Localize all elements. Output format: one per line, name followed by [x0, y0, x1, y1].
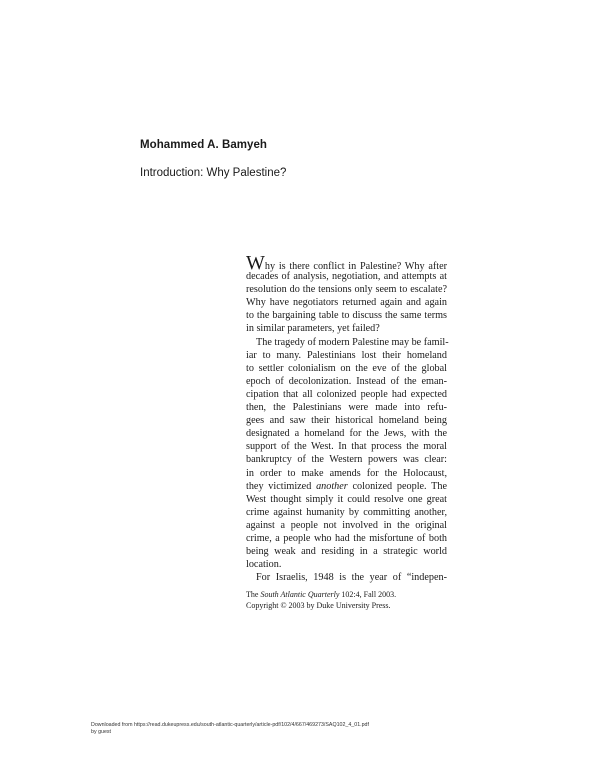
- body-line: The tragedy of modern Palestine may be famil-: [256, 336, 449, 348]
- body-line: Why is there conflict in Palestine? Why after: [246, 252, 447, 274]
- body-line: to the bargaining table to discuss the same terms: [246, 310, 447, 322]
- body-line: support of the West. In that process the moral: [246, 441, 447, 453]
- body-line: being weak and residing in a strategic world: [246, 546, 447, 558]
- body-line: Why have negotiators returned again and again: [246, 297, 447, 309]
- body-line: against a people not involved in the original: [246, 519, 447, 531]
- body-line: decades of analysis, negotiation, and attempts at: [246, 271, 447, 283]
- emphasis-another: another: [316, 480, 348, 492]
- drop-cap: W: [246, 252, 265, 274]
- journal-citation: The South Atlantic Quarterly 102:4, Fall 2003.: [246, 590, 397, 599]
- body-line: epoch of decolonization. Instead of the eman-: [246, 375, 447, 387]
- body-line: crime against humanity by committing another,: [246, 506, 447, 518]
- download-notice: [91, 722, 369, 735]
- body-line: location.: [246, 559, 282, 571]
- body-line: For Israelis, 1948 is the year of “indepen-: [256, 572, 447, 584]
- article-title: Introduction: Why Palestine?: [140, 167, 287, 179]
- body-line: they victimized another colonized people. The: [246, 480, 448, 492]
- body-line: bankruptcy of the Western powers was clear:: [246, 454, 447, 466]
- author-name: Mohammed A. Bamyeh: [140, 139, 268, 151]
- body-text: [246, 252, 449, 584]
- body-line: gees and saw their historical homeland being: [246, 415, 447, 427]
- body-line: cipation that all colonized people had expected: [246, 388, 447, 400]
- download-guest-line: by guest: [91, 728, 112, 735]
- body-line: to settler colonialism on the eve of the global: [246, 362, 447, 374]
- publication-footnote: [246, 590, 456, 611]
- body-line: West thought simply it could resolve one great: [246, 493, 447, 505]
- body-line: designated a homeland for the Jews, with the: [246, 428, 447, 440]
- body-line: then, the Palestinians were made into refu-: [246, 402, 447, 414]
- download-url-line: Downloaded from https://read.dukeupress.edu/south-atlantic-quarterly/article-pdf/102/4/667/469273/SAQ102_4_01.pdf: [91, 722, 369, 728]
- copyright-line: Copyright © 2003 by Duke University Press.: [246, 600, 391, 610]
- body-line: in similar parameters, yet failed?: [246, 323, 380, 335]
- body-line: resolution do the tensions only seem to escalate?: [246, 284, 447, 296]
- journal-name: South Atlantic Quarterly: [260, 590, 340, 599]
- body-line: in order to make amends for the Holocaust,: [246, 467, 447, 479]
- body-line: iar to many. Palestinians lost their homeland: [246, 349, 447, 361]
- body-line: crime, a people who had the misfortune of both: [246, 532, 447, 544]
